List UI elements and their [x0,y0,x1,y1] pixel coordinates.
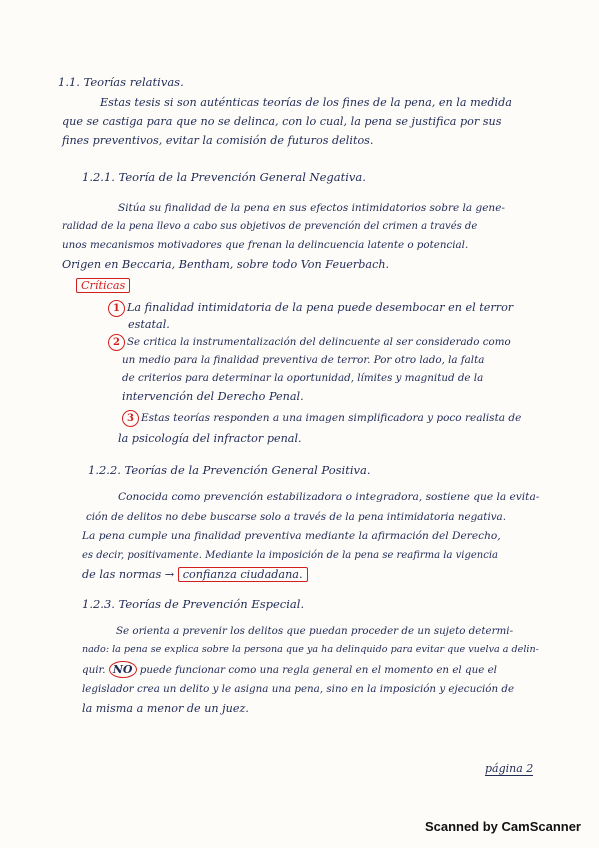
section-1-1-line-1: Estas tesis si son auténticas teorías de los fines de la pena, en la medida [100,96,512,109]
critica-1-line-1 [108,299,513,317]
section-1-2-2-line-2: ción de delitos no debe buscarse solo a través de la pena intimidatoria negativa. [86,511,506,523]
faint-header-text [60,49,560,63]
page-number: página 2 [485,762,534,775]
section-1-2-1-line-3: unos mecanismos motivadores que frenan la delincuencia latente o potencial. [62,239,469,251]
critica-3-line-1 [122,410,521,427]
critica-3-line-2: la psicología del infractor penal. [118,432,302,445]
section-1-2-3-line-2: nado: la pena se explica sobre la persona que ya ha delinquido para evitar que vuelva a delin- [82,644,539,655]
section-1-2-2-line-4: es decir, positivamente. Mediante la imposición de la pena se reafirma la vigencia [82,550,498,561]
confianza-ciudadana-box: confianza ciudadana. [178,567,308,582]
criticas-label: Críticas [76,278,130,293]
critica-3-text-1: Estas teorías responden a una imagen simplificadora y poco realista de [141,412,522,424]
critica-1-text-1: La finalidad intimidatoria de la pena puede desembocar en el terror [127,301,514,314]
critica-2-line-1 [108,334,511,351]
section-1-2-2-line-5 [82,566,308,583]
section-1-2-2-line-1: Conocida como prevención estabilizadora o integradora, sostiene que la evita- [118,491,540,503]
critica-2-number: 2 [108,334,125,351]
critica-2-line-4: intervención del Derecho Penal. [122,390,304,403]
no-circled: NO [109,661,137,678]
section-1-2-1-line-4: Origen en Beccaria, Bentham, sobre todo Von Feuerbach. [62,258,390,271]
scanner-watermark: Scanned by CamScanner [424,819,581,834]
arrow-right-icon: → [164,568,175,581]
section-1-2-3-line-4: legislador crea un delito y le asigna una pena, sino en la imposición y ejecución de [82,683,515,695]
section-1-1-line-3: fines preventivos, evitar la comisión de futuros delitos. [62,134,374,147]
section-1-2-1-line-2: ralidad de la pena llevo a cabo sus objetivos de prevención del crimen a través de [62,221,478,232]
criticas-label-wrap [76,277,130,294]
section-1-2-1-line-1: Sitúa su finalidad de la pena en sus efectos intimidatorios sobre la gene- [118,202,505,214]
critica-1-line-2: estatal. [128,318,170,331]
section-1-1-title: 1.1. Teorías relativas. [58,75,184,89]
section-1-2-3-line-3-post: puede funcionar como una regla general en el momento en el que el [139,664,497,676]
section-1-2-3-line-3 [82,661,497,679]
critica-2-line-2: un medio para la finalidad preventiva de terror. Por otro lado, la falta [122,354,485,366]
section-1-2-3-line-1: Se orienta a prevenir los delitos que puedan proceder de un sujeto determi- [116,625,514,637]
section-1-2-1-title: 1.2.1. Teoría de la Prevención General Negativa. [82,170,366,184]
critica-3-number: 3 [122,410,139,427]
critica-2-line-3: de criterios para determinar la oportunidad, límites y magnitud de la [122,372,484,384]
section-1-2-3-line-3-pre: quir. [82,664,106,676]
section-1-2-3-line-5: la misma a menor de un juez. [82,702,249,715]
section-1-1-line-2: que se castiga para que no se delinca, con lo cual, la pena se justifica por sus [62,115,502,128]
section-1-2-2-line-5-text: de las normas [82,568,162,581]
section-1-2-3-title: 1.2.3. Teorías de Prevención Especial. [82,597,305,611]
section-1-2-2-title: 1.2.2. Teorías de la Prevención General Positiva. [88,463,371,477]
critica-1-number: 1 [108,300,125,317]
section-1-2-2-line-3: La pena cumple una finalidad preventiva mediante la afirmación del Derecho, [82,530,501,542]
critica-2-text-1: Se critica la instrumentalización del delincuente al ser considerado como [127,336,511,348]
